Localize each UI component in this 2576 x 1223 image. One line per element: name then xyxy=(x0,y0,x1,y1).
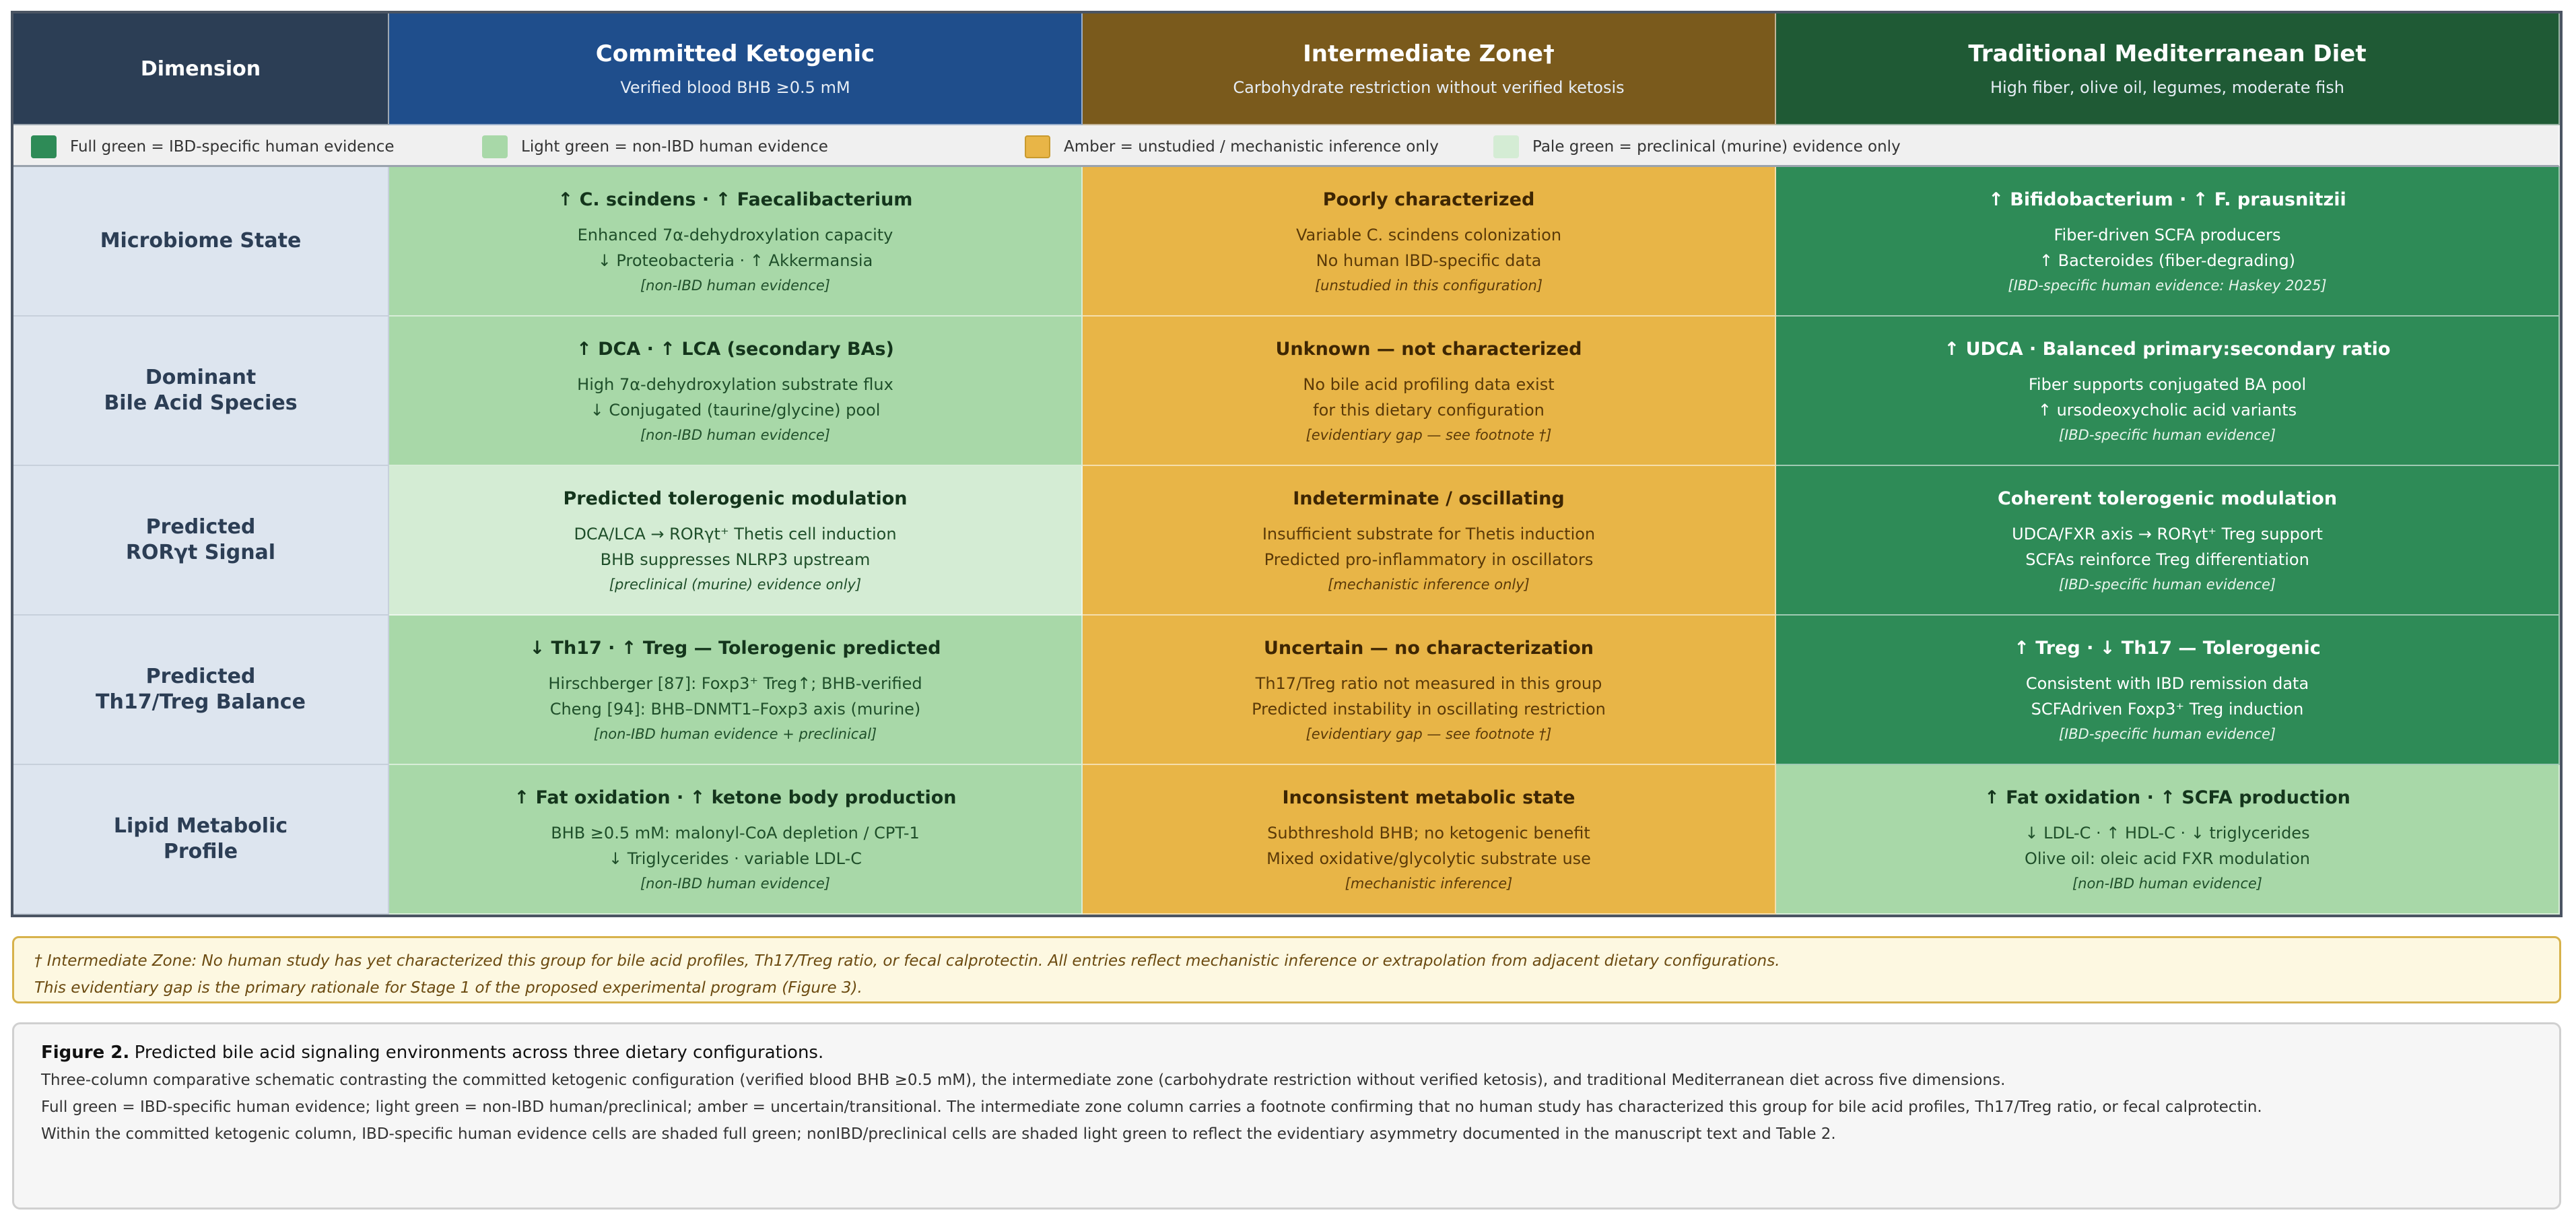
cell-intermediate xyxy=(1083,616,1776,765)
figure-caption xyxy=(12,1022,2561,1210)
header-dimension xyxy=(13,13,389,125)
cell-title: Poorly characterized xyxy=(1322,189,1535,210)
evidence-note: [IBD-specific human evidence] xyxy=(2058,576,2276,593)
cell-line: UDCA/FXR axis → RORγt⁺ Treg support xyxy=(2012,524,2323,543)
cell-title: Indeterminate / oscillating xyxy=(1293,488,1565,509)
comparison-table xyxy=(11,11,2563,917)
legend xyxy=(13,125,2560,167)
legend-label: Light green = non-IBD human evidence xyxy=(521,138,828,156)
cell-mediterranean xyxy=(1776,466,2560,616)
cell-ketogenic xyxy=(389,167,1083,317)
legend-item xyxy=(31,135,395,158)
cell-line: Subthreshold BHB; no ketogenic benefit xyxy=(1267,823,1590,842)
evidence-note: [IBD-specific human evidence] xyxy=(2058,725,2276,742)
cell-line: BHB suppresses NLRP3 upstream xyxy=(600,550,871,569)
legend-item xyxy=(1493,135,1901,158)
cell-intermediate xyxy=(1083,466,1776,616)
cell-line: Fiber-driven SCFA producers xyxy=(2054,225,2281,244)
legend-item xyxy=(482,135,828,158)
caption-label: Figure 2. xyxy=(41,1043,130,1063)
cell-ketogenic xyxy=(389,616,1083,765)
cell-title: ↑ Fat oxidation · ↑ SCFA production xyxy=(1984,787,2350,808)
dimension-bile-acid-species xyxy=(13,317,389,466)
dimension-label: RORγt Signal xyxy=(125,541,276,564)
cell-intermediate xyxy=(1083,167,1776,317)
cell-line: DCA/LCA → RORγt⁺ Thetis cell induction xyxy=(574,524,897,543)
dimension-label: Predicted xyxy=(145,515,256,539)
column-subtitle: High fiber, olive oil, legumes, moderate fish xyxy=(1990,78,2344,97)
cell-line: Predicted pro-inflammatory in oscillators xyxy=(1264,550,1594,569)
column-title: Traditional Mediterranean Diet xyxy=(1968,40,2367,67)
cell-mediterranean xyxy=(1776,317,2560,466)
header-committed-ketogenic xyxy=(389,13,1083,125)
evidence-note: [non-IBD human evidence] xyxy=(640,277,830,294)
cell-line: ↓ Conjugated (taurine/glycine) pool xyxy=(590,400,881,420)
evidence-note: [unstudied in this configuration] xyxy=(1314,277,1543,294)
footnote-line: † Intermediate Zone: No human study has yet characterized this group for bile acid profiles, Th17/Treg ratio, or fecal calprotectin. All entries reflect mechanistic inference or extrapolation from adjacent dietary configurations. xyxy=(34,952,1780,970)
evidence-note: [non-IBD human evidence] xyxy=(2072,875,2262,892)
cell-title: ↑ UDCA · Balanced primary:secondary ratio xyxy=(1944,338,2391,360)
cell-ketogenic xyxy=(389,765,1083,915)
caption-line: Within the committed ketogenic column, IBD-specific human evidence cells are shaded full green; nonIBD/preclinical cells are shaded light green to reflect the evidentiary asymmetry documented in the manuscript text and Table 2. xyxy=(41,1125,1836,1143)
cell-line: Mixed oxidative/glycolytic substrate use xyxy=(1266,849,1591,868)
caption-title: Predicted bile acid signaling environments across three dietary configurations. xyxy=(134,1043,824,1063)
cell-title: ↑ Treg · ↓ Th17 — Tolerogenic xyxy=(2014,637,2321,659)
cell-mediterranean xyxy=(1776,616,2560,765)
dimension-label: Dominant xyxy=(145,366,257,389)
cell-line: No human IBD-specific data xyxy=(1316,251,1542,270)
cell-mediterranean xyxy=(1776,167,2560,317)
footnote-line: This evidentiary gap is the primary rationale for Stage 1 of the proposed experimental program (Figure 3). xyxy=(34,979,862,997)
column-title: Intermediate Zone† xyxy=(1303,40,1555,67)
evidence-note: [IBD-specific human evidence] xyxy=(2058,426,2276,443)
cell-line: No bile acid profiling data exist xyxy=(1303,374,1555,394)
column-subtitle: Carbohydrate restriction without verified ketosis xyxy=(1233,78,1625,97)
legend-swatch-pale-green xyxy=(1493,135,1519,158)
cell-title: Coherent tolerogenic modulation xyxy=(1997,488,2338,509)
evidence-note: [evidentiary gap — see footnote †] xyxy=(1306,426,1552,443)
cell-line: Olive oil: oleic acid FXR modulation xyxy=(2024,849,2310,868)
dimension-lipid-metabolic-profile xyxy=(13,765,389,915)
cell-line: Predicted instability in oscillating restriction xyxy=(1252,699,1606,719)
cell-intermediate xyxy=(1083,317,1776,466)
evidence-note: [non-IBD human evidence] xyxy=(640,426,830,443)
column-subtitle: Verified blood BHB ≥0.5 mM xyxy=(620,78,850,97)
cell-line: Th17/Treg ratio not measured in this group xyxy=(1255,673,1602,693)
dimension-microbiome-state xyxy=(13,167,389,317)
cell-title: ↑ Bifidobacterium · ↑ F. prausnitzii xyxy=(1988,189,2346,210)
dimension-label: Bile Acid Species xyxy=(104,391,298,415)
evidence-note: [mechanistic inference] xyxy=(1345,875,1513,892)
cell-line: Fiber supports conjugated BA pool xyxy=(2028,374,2307,394)
cell-title: Inconsistent metabolic state xyxy=(1282,787,1575,808)
legend-swatch-amber xyxy=(1025,135,1050,158)
legend-label: Pale green = preclinical (murine) evidence only xyxy=(1532,138,1901,156)
dimension-label: Lipid Metabolic xyxy=(113,814,288,838)
cell-title: Predicted tolerogenic modulation xyxy=(563,488,908,509)
evidence-note: [preclinical (murine) evidence only] xyxy=(609,576,862,593)
cell-title: ↑ DCA · ↑ LCA (secondary BAs) xyxy=(576,338,894,360)
cell-line: ↓ LDL-C · ↑ HDL-C · ↓ triglycerides xyxy=(2025,823,2310,842)
evidence-note: [non-IBD human evidence] xyxy=(640,875,830,892)
cell-title: Uncertain — no characterization xyxy=(1264,637,1594,659)
caption-line: Full green = IBD-specific human evidence; light green = non-IBD human/preclinical; amber = uncertain/transitional. The intermediate zone column carries a footnote confirming that no human study has characterized this group for bile acid profiles, Th17/Treg ratio, or fecal calprotectin. xyxy=(41,1098,2262,1116)
cell-line: Hirschberger [87]: Foxp3⁺ Treg↑; BHB-verified xyxy=(548,673,922,693)
cell-line: ↓ Proteobacteria · ↑ Akkermansia xyxy=(597,251,873,270)
cell-title: ↑ C. scindens · ↑ Faecalibacterium xyxy=(557,189,913,210)
legend-item xyxy=(1025,135,1439,158)
evidence-note: [non-IBD human evidence + preclinical] xyxy=(593,725,877,742)
cell-line: Variable C. scindens colonization xyxy=(1295,225,1562,244)
cell-line: SCFAdriven Foxp3⁺ Treg induction xyxy=(2031,699,2304,719)
intermediate-zone-footnote xyxy=(12,936,2561,1003)
legend-swatch-light-green xyxy=(482,135,508,158)
cell-line: Enhanced 7α-dehydroxylation capacity xyxy=(577,225,893,244)
evidence-note: [IBD-specific human evidence: Haskey 2025] xyxy=(2008,277,2327,294)
cell-ketogenic xyxy=(389,317,1083,466)
header-dimension-label: Dimension xyxy=(140,57,261,81)
cell-ketogenic xyxy=(389,466,1083,616)
header-intermediate-zone xyxy=(1083,13,1776,125)
dimension-roryt-signal xyxy=(13,466,389,616)
cell-line: ↑ ursodeoxycholic acid variants xyxy=(2037,400,2297,420)
cell-title: ↑ Fat oxidation · ↑ ketone body production xyxy=(514,787,957,808)
cell-line: High 7α-dehydroxylation substrate flux xyxy=(577,374,893,394)
cell-mediterranean xyxy=(1776,765,2560,915)
dimension-label: Predicted xyxy=(145,665,256,688)
cell-line: for this dietary configuration xyxy=(1313,400,1545,420)
caption-line: Three-column comparative schematic contrasting the committed ketogenic configuration (verified blood BHB ≥0.5 mM), the intermediate zone (carbohydrate restriction without verified ketosis), and traditional Mediterranean diet across five dimensions. xyxy=(41,1071,2006,1089)
legend-label: Amber = unstudied / mechanistic inference only xyxy=(1064,138,1439,156)
cell-line: ↑ Bacteroides (fiber-degrading) xyxy=(2039,251,2296,270)
cell-line: SCFAs reinforce Treg differentiation xyxy=(2025,550,2309,569)
dimension-label: Microbiome State xyxy=(100,229,302,253)
dimension-label: Th17/Treg Balance xyxy=(96,690,306,714)
cell-title: ↓ Th17 · ↑ Treg — Tolerogenic predicted xyxy=(529,637,941,659)
legend-swatch-full-green xyxy=(31,135,57,158)
cell-line: Insufficient substrate for Thetis induction xyxy=(1262,524,1596,543)
cell-line: Consistent with IBD remission data xyxy=(2025,673,2309,693)
cell-title: Unknown — not characterized xyxy=(1275,338,1582,360)
cell-line: BHB ≥0.5 mM: malonyl-CoA depletion / CPT-1 xyxy=(551,823,920,842)
dimension-th17-treg-balance xyxy=(13,616,389,765)
header-mediterranean xyxy=(1776,13,2560,125)
legend-label: Full green = IBD-specific human evidence xyxy=(70,138,395,156)
column-title: Committed Ketogenic xyxy=(595,40,875,67)
cell-intermediate xyxy=(1083,765,1776,915)
cell-line: Cheng [94]: BHB–DNMT1–Foxp3 axis (murine) xyxy=(549,699,921,719)
evidence-note: [mechanistic inference only] xyxy=(1328,576,1530,593)
dimension-label: Profile xyxy=(163,840,238,863)
evidence-note: [evidentiary gap — see footnote †] xyxy=(1306,725,1552,742)
cell-line: ↓ Triglycerides · variable LDL-C xyxy=(608,849,862,868)
